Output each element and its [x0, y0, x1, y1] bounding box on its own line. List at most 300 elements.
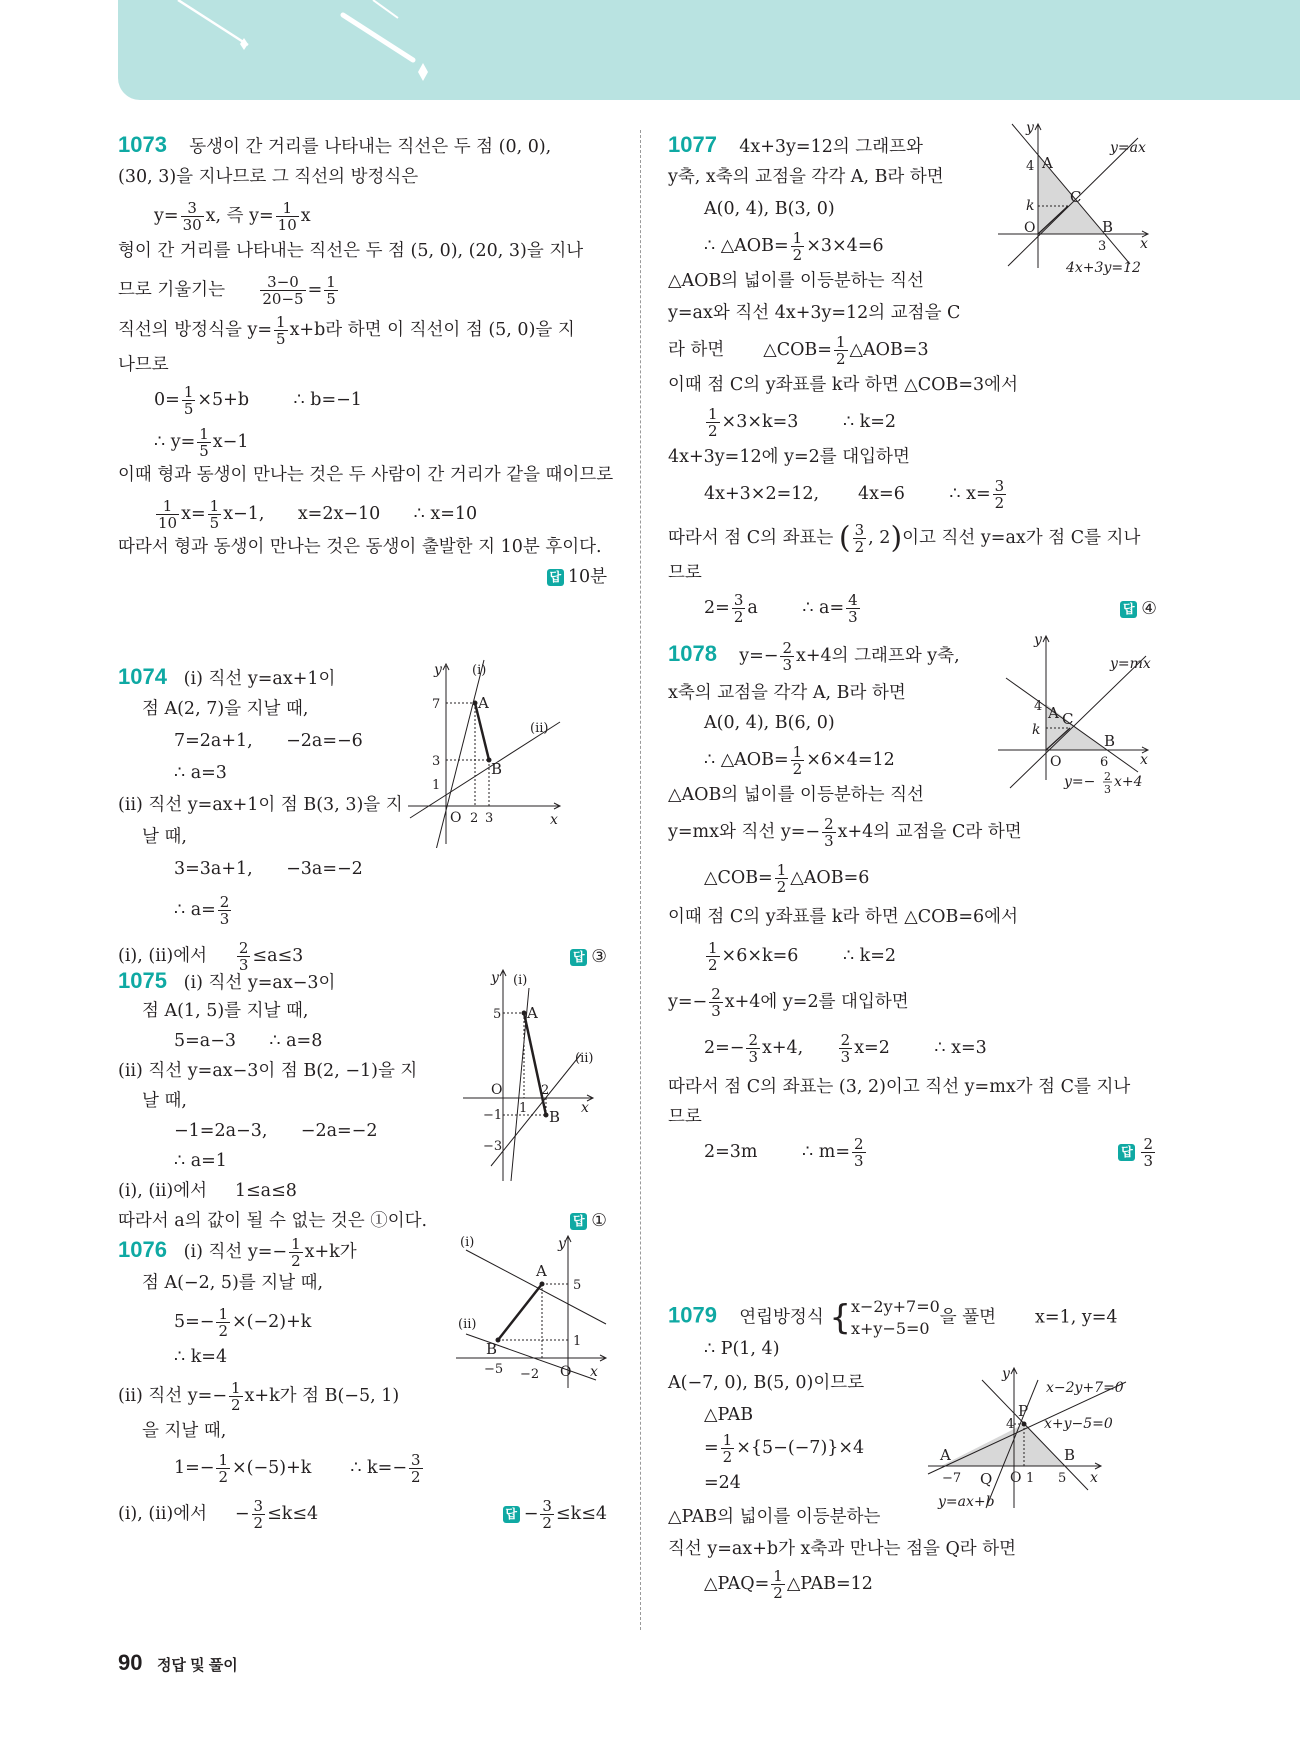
- text: x=1, y=4: [1035, 1307, 1118, 1328]
- y-axis-label: y: [1034, 632, 1042, 648]
- point-a-label: A: [527, 1004, 538, 1022]
- text: x=2: [854, 1038, 890, 1058]
- origin-label: O: [1010, 1470, 1022, 1486]
- fraction: $\frac{3}{2}$: [733, 591, 744, 626]
- x-axis-label: x: [590, 1364, 598, 1380]
- text: △COB=: [704, 868, 773, 888]
- tick-label: 1: [432, 778, 441, 793]
- fraction: $\frac{2}{3}$: [238, 939, 249, 974]
- text: x+4,: [762, 1038, 804, 1058]
- problem-line: 점 A(2, 7)을 지날 때,: [142, 699, 309, 719]
- text: 4x+3y=12의 그래프와: [739, 137, 923, 157]
- text: ∴ a=: [174, 900, 216, 920]
- tick-label: −3: [483, 1139, 503, 1154]
- fraction: $\frac{1}{5}$: [209, 497, 220, 532]
- fraction: $\frac{1}{2}$: [792, 743, 803, 778]
- point-a-label: A: [1042, 154, 1053, 172]
- origin-label: O: [560, 1364, 572, 1380]
- y-axis-label: y: [1002, 1366, 1010, 1382]
- text: ≤k≤4: [267, 1504, 319, 1524]
- answer: [547, 566, 607, 588]
- tick-label: 5: [573, 1278, 582, 1293]
- text: =: [307, 280, 323, 300]
- point-a-label: A: [536, 1262, 547, 1280]
- problem-line: [668, 134, 923, 158]
- tick-label: −2: [520, 1367, 540, 1382]
- fraction: $\frac{1}{2}$: [218, 1451, 229, 1486]
- fraction: $\frac{1}{2}$: [708, 939, 718, 974]
- text: 5=a−3: [174, 1031, 237, 1051]
- text: (ⅰ) 직선 y=ax+1이: [183, 669, 336, 689]
- answer-tag: 답: [547, 569, 564, 586]
- tick-label: 2: [541, 1083, 550, 1098]
- problem-line: [118, 1180, 297, 1202]
- tick-label: 1: [1026, 1471, 1035, 1486]
- fraction: $\frac{1}{2}$: [708, 405, 718, 440]
- fraction: $\frac{3}{30}$: [182, 199, 202, 234]
- graph-1078: [998, 630, 1168, 800]
- problem-line: [174, 858, 363, 880]
- text: x+4에 y=2를 대입하면: [724, 992, 909, 1012]
- text: (ⅰ), (ⅱ)에서: [118, 946, 208, 966]
- problem-line: 이때 형과 동생이 만나는 것은 두 사람이 간 거리가 같을 때이므로: [118, 465, 614, 485]
- text: ∴ b=−1: [293, 390, 362, 410]
- text: ×(−2)+k: [232, 1312, 312, 1332]
- problem-line: y=ax와 직선 4x+3y=12의 교점을 C: [668, 303, 961, 323]
- tick-label: 7: [432, 697, 441, 712]
- line-ii-label: (ⅱ): [458, 1317, 477, 1332]
- text: y=mx와 직선 y=−: [668, 822, 821, 842]
- problem-line: [668, 816, 1022, 849]
- text: y=: [154, 206, 179, 226]
- line-ii-label: (ⅱ): [575, 1051, 594, 1066]
- problem-line: 날 때,: [142, 1091, 187, 1111]
- text: ∴ k=2: [842, 946, 897, 966]
- problem-line: (ⅱ) 직선 y=ax+1이 점 B(3, 3)을 지: [118, 795, 403, 815]
- text: 따라서 점 C의 좌표는: [668, 528, 834, 548]
- line-label: y=ax: [1110, 140, 1146, 156]
- tick-label: 1: [573, 1334, 582, 1349]
- text: x+k가 점 B(−5, 1): [244, 1386, 400, 1406]
- sparkle-decoration: [118, 0, 1300, 100]
- problem-line: 따라서 형과 동생이 만나는 것은 동생이 출발한 지 10분 후이다.: [118, 537, 602, 557]
- line-label: x+y−5=0: [1044, 1416, 1113, 1432]
- answer-value: ④: [1141, 599, 1157, 619]
- x-axis-label: x: [550, 812, 558, 828]
- text: △AOB=6: [790, 868, 870, 888]
- text: 2=: [704, 598, 730, 618]
- tick-label: 3: [485, 811, 494, 826]
- section-title: 정답 및 풀이: [156, 1657, 238, 1674]
- text: x−1: [212, 432, 249, 452]
- problem-line: △PAB의 넓이를 이등분하는: [668, 1507, 881, 1527]
- text: 라 하면: [668, 340, 725, 360]
- text: ∴ △AOB=: [704, 750, 789, 770]
- line-label: y=mx: [1110, 656, 1151, 672]
- fraction: $\frac{1}{10}$: [277, 199, 297, 234]
- text: (ⅰ), (ⅱ)에서: [118, 1504, 208, 1524]
- problem-number: 1079: [668, 1302, 717, 1328]
- text: −1=2a−3,: [174, 1121, 268, 1141]
- text: 5=−: [174, 1312, 215, 1332]
- problem-line: 나므로: [118, 355, 169, 375]
- page-number: 90: [118, 1650, 143, 1675]
- problem-line: △AOB의 넓이를 이등분하는 직선: [668, 271, 924, 291]
- fraction: $\frac{1}{2}$: [792, 229, 803, 264]
- text: x: [300, 206, 311, 226]
- problem-line: [154, 384, 362, 417]
- text: 0=: [154, 390, 180, 410]
- problem-line: 므로: [668, 563, 702, 583]
- problem-line: [118, 970, 335, 994]
- point-b-label: B: [486, 1340, 498, 1358]
- problem-line: 점 A(1, 5)를 지날 때,: [142, 1001, 309, 1021]
- problem-line: ∴ k=4: [174, 1347, 228, 1367]
- fraction: $\frac{1}{2}$: [218, 1305, 229, 1340]
- fraction: $\frac{1}{2}$: [291, 1235, 301, 1270]
- answer-tag: 답: [1118, 1144, 1135, 1161]
- line-label: 2: [1104, 770, 1111, 783]
- point-q-label: Q: [980, 1470, 993, 1488]
- point-c-label: C: [1070, 188, 1082, 206]
- header-banner: [118, 0, 1300, 100]
- text: x=2x−10: [297, 504, 381, 524]
- answer: [1120, 598, 1157, 620]
- fraction: $\frac{1}{10}$: [158, 497, 178, 532]
- problem-line: (ⅱ) 직선 y=ax−3이 점 B(2, −1)을 지: [118, 1061, 418, 1081]
- fraction: $\frac{2}{3}$: [782, 639, 792, 674]
- answer-value: ①: [591, 1211, 607, 1231]
- problem-line: 따라서 점 C의 좌표는 ( $\frac{3}{2}$ , 2)이고 직선 y=ax가 점 C를 지나: [668, 520, 1141, 556]
- graph-1076: [456, 1230, 613, 1390]
- text: ×3×4=6: [806, 236, 884, 256]
- text: =: [704, 1438, 719, 1458]
- problem-line: [154, 426, 248, 459]
- tick-label: 2: [470, 811, 479, 826]
- problem-line: [118, 1236, 357, 1269]
- problem-line: [174, 1030, 322, 1052]
- problem-line: 므로: [668, 1107, 702, 1127]
- text: △AOB=3: [849, 340, 929, 360]
- line-label: 3: [1104, 783, 1111, 796]
- text: x+4의 그래프와 y축,: [795, 646, 960, 666]
- line-i-label: (ⅰ): [460, 1235, 475, 1250]
- problem-number: 1073: [118, 132, 167, 157]
- problem-line: [704, 1432, 864, 1465]
- problem-line: 따라서 점 C의 좌표는 (3, 2)이고 직선 y=mx가 점 C를 지나: [668, 1077, 1131, 1097]
- answer: [1118, 1136, 1157, 1169]
- text: 므로 기울기는: [118, 280, 225, 300]
- text: ∴ a=: [802, 598, 845, 618]
- problem-line: [668, 986, 909, 1019]
- text: 이고 직선 y=ax가 점 C를 지나: [902, 528, 1141, 548]
- y-axis-label: y: [558, 1236, 566, 1252]
- text: x+b라 하면 이 직선이 점 (5, 0)을 지: [289, 320, 575, 340]
- text: ∴ k=−: [350, 1458, 407, 1478]
- problem-line: 이때 점 C의 y좌표를 k라 하면 △COB=3에서: [668, 375, 1018, 395]
- line-ii-label: (ⅱ): [530, 721, 549, 736]
- tick-label: −5: [484, 1362, 504, 1377]
- fraction: $\frac{3}{2}$: [253, 1497, 264, 1532]
- fraction: $\frac{2}{3}$: [711, 985, 721, 1020]
- point-c-label: C: [1062, 710, 1074, 728]
- problem-number: 1075: [118, 968, 167, 993]
- text: ∴ x=10: [413, 504, 478, 524]
- problem-line: [704, 940, 896, 973]
- problem-line: [118, 274, 340, 307]
- text: x+4의 교점을 C라 하면: [837, 822, 1022, 842]
- fraction: $\frac{4}{3}$: [848, 591, 858, 626]
- problem-line: [118, 666, 335, 690]
- text: (ⅰ), (ⅱ)에서: [118, 1181, 208, 1201]
- point-b-label: B: [491, 760, 503, 778]
- problem-line: A(0, 4), B(3, 0): [704, 199, 835, 219]
- fraction: $\frac{1}{2}$: [231, 1379, 241, 1414]
- text: −3a=−2: [286, 859, 363, 879]
- problem-line: [154, 498, 477, 531]
- point-a-label: A: [478, 694, 489, 712]
- text: ∴ x=: [949, 484, 991, 504]
- text: −2a=−2: [300, 1121, 378, 1141]
- fraction: $\frac{1}{2}$: [776, 861, 787, 896]
- point-b-label: B: [1104, 732, 1116, 750]
- point-b-label: B: [1064, 1446, 1076, 1464]
- text: △PAB=12: [786, 1574, 873, 1594]
- problem-line: 형이 간 거리를 나타내는 직선은 두 점 (5, 0), (20, 3)을 지나: [118, 241, 584, 261]
- point-b-label: B: [1102, 218, 1114, 236]
- text: 직선의 방정식을 y=: [118, 320, 273, 340]
- text: ×3×k=3: [721, 412, 799, 432]
- answer: [503, 1498, 607, 1531]
- y-axis-label: y: [434, 662, 442, 678]
- x-axis-label: x: [1140, 752, 1148, 768]
- fraction: $\frac{1}{5}$: [183, 383, 194, 418]
- problem-line: (30, 3)을 지나므로 그 직선의 방정식은: [118, 167, 419, 187]
- graph-1077: [998, 118, 1168, 288]
- text: ∴ x=3: [934, 1038, 987, 1058]
- tick-label: 6: [1100, 755, 1109, 770]
- fraction: $\frac{2}{3}$: [748, 1031, 759, 1066]
- tick-label: 3: [432, 754, 441, 769]
- line-label: y=ax+b: [938, 1494, 995, 1510]
- text: 2=−: [704, 1038, 745, 1058]
- problem-line: [118, 134, 551, 158]
- k-label: k: [1032, 722, 1041, 738]
- text: 4x=6: [858, 484, 905, 504]
- text: ∴ k=2: [842, 412, 897, 432]
- problem-line: 직선 y=ax+b가 x축과 만나는 점을 Q라 하면: [668, 1539, 1017, 1559]
- text: 4x+3×2=12,: [704, 484, 820, 504]
- problem-line: 이때 점 C의 y좌표를 k라 하면 △COB=6에서: [668, 907, 1018, 927]
- fraction: $\frac{1}{5}$: [199, 425, 209, 460]
- x-axis-label: x: [581, 1100, 589, 1116]
- answer-value: 10분: [567, 567, 607, 587]
- problem-line: [704, 478, 1008, 511]
- problem-line: [704, 1568, 873, 1601]
- text: ∴ y=: [154, 432, 196, 452]
- text: (ⅱ) 직선 y=−: [118, 1386, 227, 1406]
- answer-value: ③: [591, 947, 607, 967]
- problem-line: [174, 1306, 311, 1339]
- problem-line: 따라서 a의 값이 될 수 없는 것은 ①이다.: [118, 1211, 428, 1231]
- text: ×5+b: [197, 390, 250, 410]
- problem-line: =24: [704, 1473, 741, 1493]
- problem-number: 1077: [668, 132, 717, 157]
- problem-line: [154, 200, 311, 233]
- text: △COB=: [763, 340, 832, 360]
- problem-line: ∴ a=3: [174, 763, 227, 783]
- problem-line: 날 때,: [142, 827, 187, 847]
- fraction: $\frac{2}{3}$: [1143, 1135, 1153, 1170]
- text: 1=−: [174, 1458, 215, 1478]
- line-label: y=−: [1064, 774, 1096, 790]
- answer: [570, 946, 607, 968]
- text: −: [234, 1504, 250, 1524]
- text: 7=2a+1,: [174, 731, 253, 751]
- tick-label: 4: [1006, 1417, 1015, 1432]
- problem-line: ∴ a=1: [174, 1151, 227, 1171]
- problem-number: 1074: [118, 664, 167, 689]
- fraction: $\frac{1}{5}$: [326, 273, 336, 308]
- text: △PAQ=: [704, 1574, 770, 1594]
- tick-label: −1: [483, 1108, 503, 1123]
- line-label: x+4: [1114, 774, 1143, 790]
- fraction: $\frac{1}{2}$: [722, 1431, 733, 1466]
- problem-line: [704, 230, 884, 263]
- tick-label: −7: [942, 1471, 962, 1486]
- fraction: $\frac{1}{2}$: [773, 1567, 783, 1602]
- fraction: $\frac{2}{3}$: [219, 893, 230, 928]
- tick-label: 5: [1058, 1471, 1067, 1486]
- text: ×6×4=12: [806, 750, 895, 770]
- answer-value: −: [523, 1504, 539, 1524]
- text: (ⅰ) 직선 y=−: [183, 1242, 288, 1262]
- problem-line: [174, 1120, 377, 1142]
- y-axis-label: y: [1026, 120, 1034, 136]
- point-p-label: P: [1018, 1402, 1029, 1420]
- tick-label: 1: [519, 1101, 528, 1116]
- k-label: k: [1026, 198, 1035, 214]
- text: 2=3m: [704, 1142, 758, 1162]
- problem-line: [704, 862, 869, 895]
- problem-line: [704, 592, 862, 625]
- line-label: x−2y+7=0: [1046, 1380, 1124, 1396]
- problem-line: [704, 406, 896, 439]
- text: a: [747, 598, 758, 618]
- text: ≤a≤3: [252, 946, 304, 966]
- problem-line: 4x+3y=12에 y=2를 대입하면: [668, 447, 910, 467]
- page-footer: [118, 1650, 238, 1676]
- line-label: 4x+3y=12: [1066, 260, 1141, 276]
- answer-tag: 답: [503, 1506, 520, 1523]
- problem-number: 1076: [118, 1237, 167, 1262]
- problem-line: [118, 1498, 318, 1531]
- tick-label: 3: [1098, 239, 1107, 254]
- text: ×(−5)+k: [232, 1458, 312, 1478]
- line-i-label: (ⅰ): [513, 973, 528, 988]
- origin-label: O: [450, 810, 462, 826]
- text: , 2: [868, 528, 891, 548]
- problem-line: [174, 894, 233, 927]
- problem-line: ∴ P(1, 4): [704, 1339, 780, 1359]
- problem-line: [118, 314, 575, 347]
- origin-label: O: [1050, 754, 1062, 770]
- answer-value: ≤k≤4: [555, 1504, 607, 1524]
- problem-line: [704, 1032, 987, 1065]
- origin-label: O: [1024, 220, 1036, 236]
- graph-1079: [926, 1362, 1163, 1512]
- answer-tag: 답: [570, 1213, 587, 1230]
- problem-line: 을 지날 때,: [142, 1421, 227, 1441]
- text: 을 풀면: [939, 1307, 997, 1328]
- fraction: $\frac{2}{3}$: [824, 815, 834, 850]
- text: x−1,: [223, 504, 265, 524]
- problem-line: A(0, 4), B(6, 0): [704, 713, 835, 733]
- fraction: $\frac{3-0}{20-5}$: [262, 273, 304, 308]
- text: 1≤a≤8: [234, 1181, 297, 1201]
- tick-label: 4: [1034, 699, 1043, 714]
- problem-line: 점 A(−2, 5)를 지날 때,: [142, 1273, 324, 1293]
- problem-line: [704, 744, 895, 777]
- problem-line: [704, 1136, 868, 1169]
- problem-line: △AOB의 넓이를 이등분하는 직선: [668, 785, 924, 805]
- problem-line: [668, 334, 929, 367]
- text: y=−: [739, 646, 779, 666]
- text: x+k가: [304, 1242, 357, 1262]
- equation-system: x−2y+7=0 x+y−5=0: [850, 1297, 940, 1338]
- x-axis-label: x: [1090, 1470, 1098, 1486]
- tick-label: 5: [493, 1007, 502, 1022]
- graph-1074: [408, 658, 568, 848]
- problem-line: [174, 1452, 425, 1485]
- line-i-label: (ⅰ): [472, 663, 487, 678]
- fraction: $\frac{3}{2}$: [854, 521, 865, 556]
- fraction: $\frac{2}{3}$: [854, 1135, 864, 1170]
- problem-number: 1078: [668, 641, 717, 666]
- text: ×{5−(−7)}×4: [736, 1438, 865, 1458]
- text: ∴ m=: [802, 1142, 851, 1162]
- fraction: $\frac{1}{2}$: [835, 333, 846, 368]
- fraction: $\frac{3}{2}$: [994, 477, 1005, 512]
- answer-tag: 답: [1120, 601, 1137, 618]
- text: 연립방정식: [739, 1307, 824, 1328]
- origin-label: O: [491, 1082, 503, 1098]
- fraction: $\frac{3}{2}$: [542, 1497, 552, 1532]
- problem-line: [174, 730, 363, 752]
- fraction: $\frac{1}{5}$: [276, 313, 286, 348]
- problem-line: x축의 교점을 각각 A, B라 하면: [668, 683, 906, 703]
- graph-1075: [463, 966, 603, 1186]
- problem-line: [668, 640, 960, 673]
- text: 동생이 간 거리를 나타내는 직선은 두 점 (0, 0),: [189, 137, 552, 157]
- answer-tag: 답: [570, 949, 587, 966]
- problem-line: y축, x축의 교점을 각각 A, B라 하면: [668, 167, 944, 187]
- x-axis-label: x: [1140, 236, 1148, 252]
- problem-line: 1079 연립방정식 { x−2y+7=0 x+y−5=0 을 풀면 x=1, y=4: [668, 1297, 1118, 1338]
- point-a-label: A: [1048, 704, 1059, 722]
- fraction: $\frac{2}{3}$: [840, 1031, 851, 1066]
- text: ∴ a=8: [269, 1031, 323, 1051]
- text: x=: [181, 504, 206, 524]
- point-a-label: A: [940, 1446, 951, 1464]
- text: x, 즉 y=: [205, 206, 274, 226]
- problem-line: A(−7, 0), B(5, 0)이므로: [668, 1373, 865, 1393]
- point-b-label: B: [549, 1108, 561, 1126]
- answer: [570, 1210, 607, 1232]
- column-divider: [640, 130, 641, 1630]
- tick-label: 4: [1026, 159, 1035, 174]
- text: ×6×k=6: [721, 946, 799, 966]
